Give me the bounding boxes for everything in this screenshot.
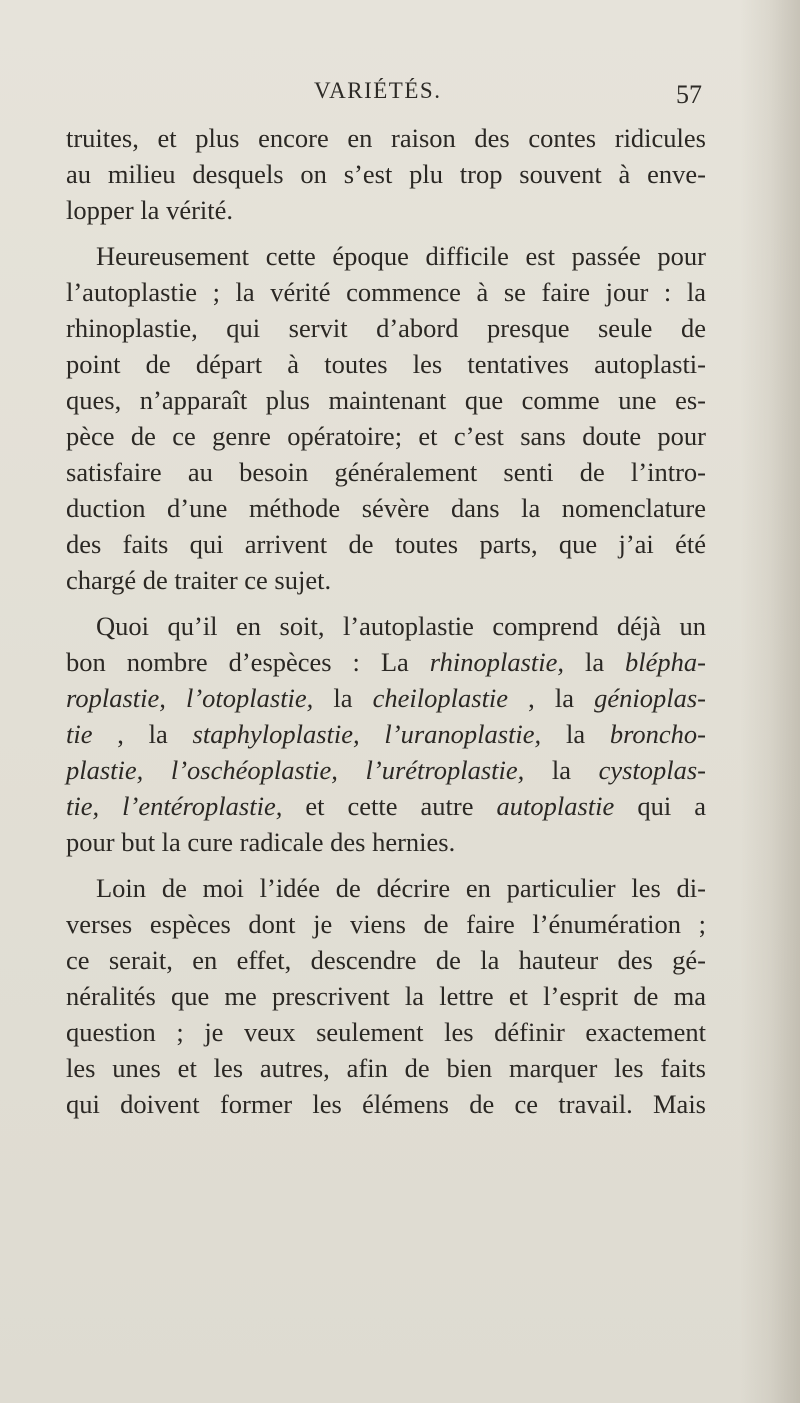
text-line: ques, n’apparaît plus maintenant que comme une es-: [66, 385, 706, 415]
text-line: ce serait, en effet, descendre de la hauteur des gé-: [66, 945, 706, 975]
text-line: tie , la staphyloplastie, l’uranoplastie, la broncho-: [66, 719, 707, 749]
text-line: des faits qui arrivent de toutes parts, que j’ai été: [66, 529, 706, 559]
text-line: Quoi qu’il en soit, l’autoplastie comprend déjà un: [96, 611, 706, 641]
text-line: qui doivent former les élémens de ce travail. Mais: [66, 1089, 706, 1119]
text-line: l’autoplastie ; la vérité commence à se faire jour : la: [66, 277, 706, 307]
text-line: tie, l’entéroplastie, et cette autre autoplastie qui a: [66, 791, 706, 821]
text-line: chargé de traiter ce sujet.: [66, 565, 332, 595]
text-line: point de départ à toutes les tentatives autoplasti-: [66, 349, 706, 379]
page-number: 57: [676, 80, 702, 109]
text-line: pour but la cure radicale des hernies.: [66, 827, 456, 857]
text-line: néralités que me prescrivent la lettre et l’esprit de ma: [66, 981, 706, 1011]
text-line: lopper la vérité.: [66, 195, 234, 225]
text-line: Heureusement cette époque difficile est passée pour: [96, 241, 706, 271]
text-line: au milieu desquels on s’est plu trop souvent à enve-: [66, 159, 706, 189]
page-header: [0, 78, 800, 118]
text-line: Loin de moi l’idée de décrire en particulier les di-: [96, 873, 706, 903]
text-line: plastie, l’oschéoplastie, l’urétroplastie, la cystoplas-: [66, 755, 707, 785]
running-title: VARIÉTÉS.: [314, 78, 442, 103]
text-line: truites, et plus encore en raison des contes ridicules: [66, 123, 706, 153]
text-line: duction d’une méthode sévère dans la nomenclature: [66, 493, 706, 523]
text-line: rhinoplastie, qui servit d’abord presque seule de: [66, 313, 706, 343]
text-line: satisfaire au besoin généralement senti de l’intro-: [66, 457, 706, 487]
text-line: bon nombre d’espèces : La rhinoplastie, la blépha-: [66, 647, 706, 677]
text-line: roplastie, l’otoplastie, la cheiloplastie , la génioplas-: [66, 683, 706, 713]
body-text: [66, 120, 706, 1122]
text-line: question ; je veux seulement les définir exactement: [66, 1017, 706, 1047]
text-line: verses espèces dont je viens de faire l’énumération ;: [66, 909, 706, 939]
text-line: pèce de ce genre opératoire; et c’est sans doute pour: [66, 421, 706, 451]
text-line: les unes et les autres, afin de bien marquer les faits: [66, 1053, 706, 1083]
